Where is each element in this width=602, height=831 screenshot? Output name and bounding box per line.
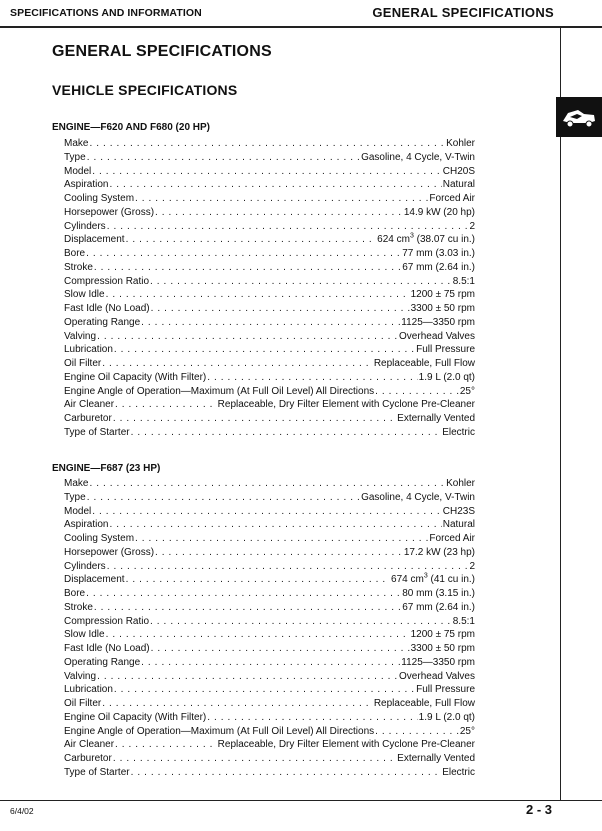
- spec-row: [64, 725, 475, 739]
- dot-leader: [126, 573, 390, 587]
- spec-label: Fast Idle (No Load): [64, 643, 150, 654]
- spec-row: [64, 628, 475, 642]
- spec-value: [397, 412, 475, 426]
- spec-row: [64, 670, 475, 684]
- spec-row: [64, 766, 475, 780]
- spec-label: Aspiration: [64, 179, 109, 191]
- dot-leader: [92, 165, 442, 179]
- spec-label: Make: [64, 138, 89, 149]
- spec-row: [64, 137, 475, 151]
- spec-value-text: 2: [469, 560, 475, 572]
- spec-value: [401, 656, 475, 670]
- spec-value: [419, 371, 475, 385]
- dot-leader: [86, 247, 401, 261]
- dot-leader: [141, 316, 400, 330]
- spec-value: [361, 491, 475, 505]
- dot-leader: [107, 560, 469, 574]
- spec-value: [469, 560, 475, 574]
- spec-label: Fast Idle (No Load): [64, 303, 150, 314]
- spec-value-text: Natural: [442, 519, 475, 531]
- dot-leader: [102, 357, 373, 371]
- spec-value: [374, 357, 475, 371]
- spec-value-text: Replaceable, Dry Filter Element with Cyclone Pre-Cleaner: [217, 399, 475, 411]
- spec-value-text: Kohler: [446, 138, 475, 149]
- dot-leader: [375, 725, 459, 739]
- dot-leader: [155, 206, 403, 220]
- dot-leader: [155, 546, 403, 560]
- dot-leader: [94, 601, 401, 615]
- spec-label: Air Cleaner: [64, 399, 115, 411]
- dot-leader: [97, 670, 398, 684]
- footer-rule: [0, 800, 602, 801]
- spec-label: Model: [64, 505, 92, 517]
- header-chapter-title: GENERAL SPECIFICATIONS: [372, 5, 554, 20]
- dot-leader: [151, 302, 410, 316]
- spec-label: Type of Starter: [64, 426, 130, 438]
- spec-row: [64, 560, 475, 574]
- spec-value: [460, 725, 475, 739]
- spec-value-text: 80 mm (3.15 in.): [402, 588, 475, 599]
- dot-leader: [150, 615, 452, 629]
- dot-leader: [89, 137, 445, 151]
- dot-leader: [207, 711, 417, 725]
- spec-row: [64, 587, 475, 601]
- vehicle-icon: [556, 97, 602, 137]
- spec-value: [416, 683, 475, 697]
- spec-value-text: 1.9 L (2.0 qt): [418, 371, 475, 383]
- dot-leader: [109, 178, 441, 192]
- spec-value-text: 1125—3350 rpm: [401, 316, 475, 328]
- spec-value-text: 1200 ± 75 rpm: [410, 629, 475, 641]
- spec-value: [391, 573, 475, 587]
- spec-row: [64, 642, 475, 656]
- spec-row: [64, 275, 475, 289]
- spec-label: Air Cleaner: [64, 739, 115, 751]
- spec-value: [443, 505, 475, 519]
- dot-leader: [109, 518, 441, 532]
- spec-label: Engine Angle of Operation—Maximum (At Full Oil Level) All Directions: [64, 725, 375, 737]
- spec-value: [361, 151, 475, 165]
- spec-label: Slow Idle: [64, 289, 105, 301]
- spec-label: Carburetor: [64, 413, 112, 424]
- dot-leader: [102, 697, 373, 711]
- spec-label: Cooling System: [64, 193, 135, 204]
- dot-leader: [150, 275, 452, 289]
- spec-value-text: Overhead Valves: [399, 330, 475, 342]
- dot-leader: [89, 477, 445, 491]
- spec-value-text: 67 mm (2.64 in.): [402, 261, 475, 273]
- spec-label: Type of Starter: [64, 766, 130, 778]
- spec-label: Slow Idle: [64, 629, 105, 641]
- spec-value-text: Full Pressure: [416, 684, 475, 696]
- spec-label: Operating Range: [64, 656, 141, 668]
- dot-leader: [131, 766, 442, 780]
- spec-row: [64, 261, 475, 275]
- spec-row: [64, 178, 475, 192]
- spec-label: Lubrication: [64, 344, 113, 356]
- spec-value-suffix: (38.07 cu in.): [413, 234, 475, 246]
- spec-value-text: Overhead Valves: [399, 670, 475, 682]
- spec-label: Bore: [64, 588, 86, 599]
- spec-value: [446, 137, 475, 151]
- spec-label: Horsepower (Gross): [64, 206, 155, 218]
- spec-value: [402, 601, 475, 615]
- spec-value-superscript: 3: [423, 572, 428, 580]
- spec-value: [218, 398, 475, 412]
- dot-leader: [207, 371, 417, 385]
- spec-label: Type: [64, 491, 86, 503]
- spec-row: [64, 192, 475, 206]
- spec-row: [64, 477, 475, 491]
- spec-label: Stroke: [64, 601, 93, 613]
- spec-value: [460, 385, 475, 399]
- spec-value-text: Natural: [442, 179, 475, 191]
- spec-row: [64, 683, 475, 697]
- spec-label: Bore: [64, 248, 86, 259]
- spec-label: Compression Ratio: [64, 615, 150, 627]
- spec-label: Make: [64, 478, 89, 489]
- spec-value-superscript: 3: [409, 232, 414, 240]
- spec-row: [64, 343, 475, 357]
- spec-value-suffix: (41 cu in.): [427, 574, 475, 586]
- spec-value-text: 3300 ± 50 rpm: [410, 643, 475, 654]
- spec-value-text: 8.5:1: [452, 275, 475, 287]
- spec-value-text: Forced Air: [429, 193, 475, 204]
- spec-label: Stroke: [64, 261, 93, 273]
- spec-value-text: 2: [469, 220, 475, 232]
- spec-row: [64, 412, 475, 426]
- spec-label: Oil Filter: [64, 698, 102, 709]
- dot-leader: [135, 192, 428, 206]
- right-margin-rule: [560, 28, 561, 800]
- spec-value-text: 8.5:1: [452, 615, 475, 627]
- header-rule: [0, 26, 602, 28]
- dot-leader: [151, 642, 410, 656]
- spec-label: Cooling System: [64, 533, 135, 544]
- spec-row: [64, 518, 475, 532]
- spec-value-text: Externally Vented: [397, 753, 475, 764]
- spec-label: Operating Range: [64, 316, 141, 328]
- spec-value-text: 14.9 kW (20 hp): [403, 206, 475, 218]
- spec-value: [399, 330, 475, 344]
- engine2-spec-list: [64, 477, 475, 780]
- spec-label: Compression Ratio: [64, 275, 150, 287]
- dot-leader: [106, 628, 410, 642]
- spec-value: [377, 233, 475, 247]
- spec-value-text: Gasoline, 4 Cycle, V-Twin: [361, 151, 475, 163]
- spec-value: [453, 275, 475, 289]
- spec-value: [374, 697, 475, 711]
- spec-row: [64, 165, 475, 179]
- spec-value-text: 3300 ± 50 rpm: [410, 303, 475, 314]
- spec-value: [469, 220, 475, 234]
- spec-value-text: Gasoline, 4 Cycle, V-Twin: [361, 491, 475, 503]
- spec-label: Displacement: [64, 234, 125, 246]
- spec-row: [64, 206, 475, 220]
- spec-value-text: Electric: [442, 766, 475, 778]
- page-title: GENERAL SPECIFICATIONS: [52, 43, 272, 60]
- spec-value: [446, 477, 475, 491]
- spec-value: [442, 426, 475, 440]
- spec-value-text: 77 mm (3.03 in.): [402, 248, 475, 259]
- spec-value-text: 674 cm: [391, 574, 424, 586]
- spec-value: [411, 288, 475, 302]
- spec-label: Engine Angle of Operation—Maximum (At Full Oil Level) All Directions: [64, 385, 375, 397]
- spec-row: [64, 532, 475, 546]
- dot-leader: [87, 151, 360, 165]
- spec-value-text: Forced Air: [429, 533, 475, 544]
- spec-row: [64, 426, 475, 440]
- spec-value-text: 1.9 L (2.0 qt): [418, 711, 475, 723]
- spec-label: Engine Oil Capacity (With Filter): [64, 711, 207, 723]
- dot-leader: [107, 220, 469, 234]
- spec-row: [64, 302, 475, 316]
- page-header: [0, 0, 602, 27]
- spec-row: [64, 330, 475, 344]
- spec-value-text: 624 cm: [377, 234, 410, 246]
- dot-leader: [135, 532, 428, 546]
- dot-leader: [97, 330, 398, 344]
- spec-value-text: Full Pressure: [416, 344, 475, 356]
- engine1-spec-list: [64, 137, 475, 440]
- spec-value-text: Kohler: [446, 478, 475, 489]
- dot-leader: [141, 656, 400, 670]
- spec-label: Type: [64, 151, 86, 163]
- dot-leader: [86, 587, 401, 601]
- spec-value: [419, 711, 475, 725]
- header-section-label: SPECIFICATIONS AND INFORMATION: [10, 7, 202, 19]
- dot-leader: [113, 412, 396, 426]
- spec-value: [429, 192, 475, 206]
- spec-value-text: Externally Vented: [397, 413, 475, 424]
- dot-leader: [131, 426, 442, 440]
- spec-row: [64, 151, 475, 165]
- spec-row: [64, 233, 475, 247]
- spec-value: [443, 518, 475, 532]
- section-title: VEHICLE SPECIFICATIONS: [52, 82, 238, 98]
- spec-value-text: CH23S: [442, 505, 475, 517]
- engine1-heading: ENGINE—F620 AND F680 (20 HP): [52, 122, 211, 133]
- section-tab[interactable]: [556, 97, 602, 137]
- spec-value-text: Replaceable, Full Flow: [373, 698, 475, 709]
- footer-date: 6/4/02: [10, 806, 34, 816]
- spec-row: [64, 615, 475, 629]
- spec-row: [64, 573, 475, 587]
- spec-row: [64, 398, 475, 412]
- spec-label: Carburetor: [64, 753, 112, 764]
- dot-leader: [126, 233, 377, 247]
- dot-leader: [94, 261, 401, 275]
- spec-value: [429, 532, 475, 546]
- spec-value-text: Replaceable, Full Flow: [373, 358, 475, 369]
- spec-value: [411, 628, 475, 642]
- spec-value: [401, 316, 475, 330]
- spec-row: [64, 697, 475, 711]
- spec-value: [416, 343, 475, 357]
- spec-value-text: 1200 ± 75 rpm: [410, 289, 475, 301]
- spec-value: [218, 738, 475, 752]
- spec-label: Model: [64, 165, 92, 177]
- spec-value-text: CH20S: [442, 165, 475, 177]
- dot-leader: [114, 683, 415, 697]
- spec-value: [411, 642, 475, 656]
- spec-row: [64, 491, 475, 505]
- spec-value: [443, 178, 475, 192]
- spec-value: [453, 615, 475, 629]
- spec-row: [64, 738, 475, 752]
- spec-value: [399, 670, 475, 684]
- spec-value: [404, 546, 475, 560]
- spec-value: [411, 302, 475, 316]
- spec-value-text: Electric: [442, 426, 475, 438]
- engine2-heading: ENGINE—F687 (23 HP): [52, 463, 161, 474]
- spec-value-text: 17.2 kW (23 hp): [403, 546, 475, 558]
- spec-row: [64, 371, 475, 385]
- spec-value-text: 1125—3350 rpm: [401, 656, 475, 668]
- spec-label: Valving: [64, 670, 97, 682]
- spec-label: Displacement: [64, 574, 125, 586]
- spec-value: [402, 247, 475, 261]
- spec-row: [64, 220, 475, 234]
- dot-leader: [375, 385, 459, 399]
- spec-row: [64, 601, 475, 615]
- spec-value: [404, 206, 475, 220]
- dot-leader: [87, 491, 360, 505]
- page-number: 2 - 3: [525, 802, 552, 817]
- spec-label: Engine Oil Capacity (With Filter): [64, 371, 207, 383]
- dot-leader: [92, 505, 442, 519]
- spec-row: [64, 357, 475, 371]
- spec-row: [64, 752, 475, 766]
- spec-row: [64, 247, 475, 261]
- spec-value-text: 25°: [459, 725, 475, 737]
- spec-row: [64, 711, 475, 725]
- spec-value-text: Replaceable, Dry Filter Element with Cyclone Pre-Cleaner: [217, 739, 475, 751]
- spec-value: [442, 766, 475, 780]
- spec-row: [64, 505, 475, 519]
- spec-value-text: 25°: [459, 385, 475, 397]
- spec-label: Valving: [64, 330, 97, 342]
- spec-value: [397, 752, 475, 766]
- dot-leader: [114, 343, 415, 357]
- dot-leader: [115, 398, 217, 412]
- dot-leader: [113, 752, 396, 766]
- spec-label: Oil Filter: [64, 358, 102, 369]
- dot-leader: [115, 738, 217, 752]
- spec-row: [64, 316, 475, 330]
- spec-label: Horsepower (Gross): [64, 546, 155, 558]
- spec-row: [64, 546, 475, 560]
- spec-row: [64, 288, 475, 302]
- dot-leader: [106, 288, 410, 302]
- spec-row: [64, 385, 475, 399]
- spec-label: Lubrication: [64, 684, 113, 696]
- spec-value: [402, 261, 475, 275]
- spec-label: Cylinders: [64, 220, 106, 232]
- spec-row: [64, 656, 475, 670]
- spec-value: [402, 587, 475, 601]
- spec-value-text: 67 mm (2.64 in.): [402, 601, 475, 613]
- spec-label: Cylinders: [64, 560, 106, 572]
- spec-value: [443, 165, 475, 179]
- spec-label: Aspiration: [64, 519, 109, 531]
